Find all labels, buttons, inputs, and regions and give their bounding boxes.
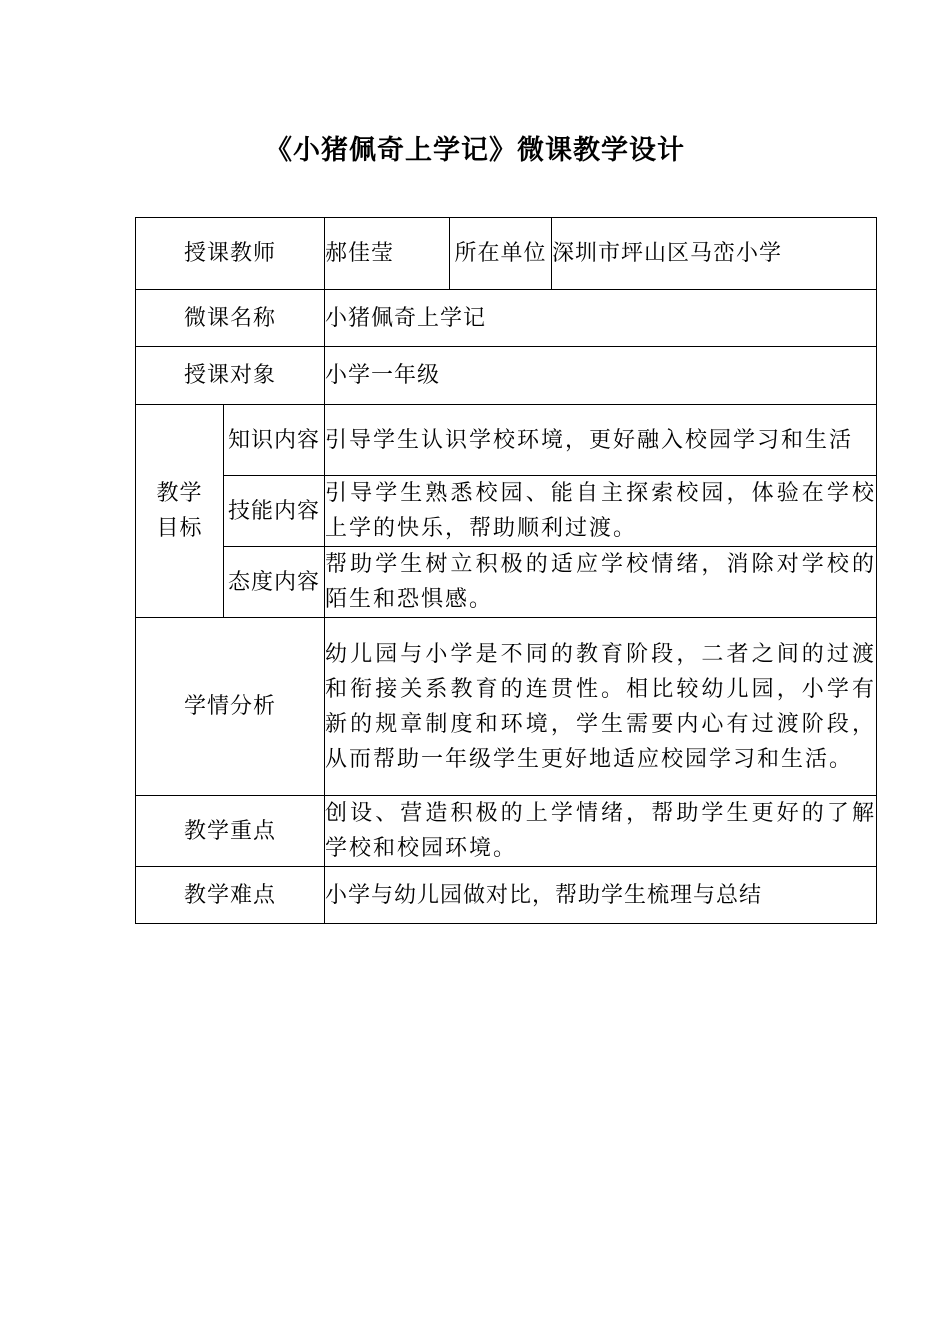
goal-knowledge-value: 引导学生认识学校环境，更好融入校园学习和生活 <box>325 405 877 476</box>
goal-knowledge-label: 知识内容 <box>224 405 325 476</box>
difficulty-value: 小学与幼儿园做对比，帮助学生梳理与总结 <box>325 867 877 924</box>
focus-label: 教学重点 <box>136 796 325 867</box>
audience-value: 小学一年级 <box>325 347 877 405</box>
table-row-goal-knowledge <box>136 405 877 476</box>
goal-attitude-value: 帮助学生树立积极的适应学校情绪，消除对学校的陌生和恐惧感。 <box>325 547 877 618</box>
difficulty-label: 教学难点 <box>136 867 325 924</box>
table-row-focus <box>136 796 877 867</box>
unit-label: 所在单位 <box>450 218 552 290</box>
audience-label: 授课对象 <box>136 347 325 405</box>
goal-skill-value: 引导学生熟悉校园、能自主探索校园，体验在学校上学的快乐，帮助顺利过渡。 <box>325 476 877 547</box>
goal-skill-label: 技能内容 <box>224 476 325 547</box>
goals-label: 教学目标 <box>136 405 224 618</box>
goal-attitude-label: 态度内容 <box>224 547 325 618</box>
teacher-label: 授课教师 <box>136 218 325 290</box>
table-row-audience <box>136 347 877 405</box>
table-row-analysis <box>136 618 877 796</box>
table-row-course-name <box>136 290 877 347</box>
page-title: 《小猪佩奇上学记》微课教学设计 <box>265 135 685 166</box>
lesson-design-table <box>135 217 877 924</box>
table-row-goal-skill <box>136 476 877 547</box>
table-row-goal-attitude <box>136 547 877 618</box>
course-name-value: 小猪佩奇上学记 <box>325 290 877 347</box>
unit-value: 深圳市坪山区马峦小学 <box>552 218 877 290</box>
table-row-difficulty <box>136 867 877 924</box>
course-name-label: 微课名称 <box>136 290 325 347</box>
analysis-label: 学情分析 <box>136 618 325 796</box>
analysis-value: 幼儿园与小学是不同的教育阶段，二者之间的过渡和衔接关系教育的连贯性。相比较幼儿园，小学有新的规章制度和环境，学生需要内心有过渡阶段，从而帮助一年级学生更好地适应校园学习和生活。 <box>325 618 877 796</box>
focus-value: 创设、营造积极的上学情绪，帮助学生更好的了解学校和校园环境。 <box>325 796 877 867</box>
teacher-value: 郝佳莹 <box>325 218 450 290</box>
table-row-teacher <box>136 218 877 290</box>
